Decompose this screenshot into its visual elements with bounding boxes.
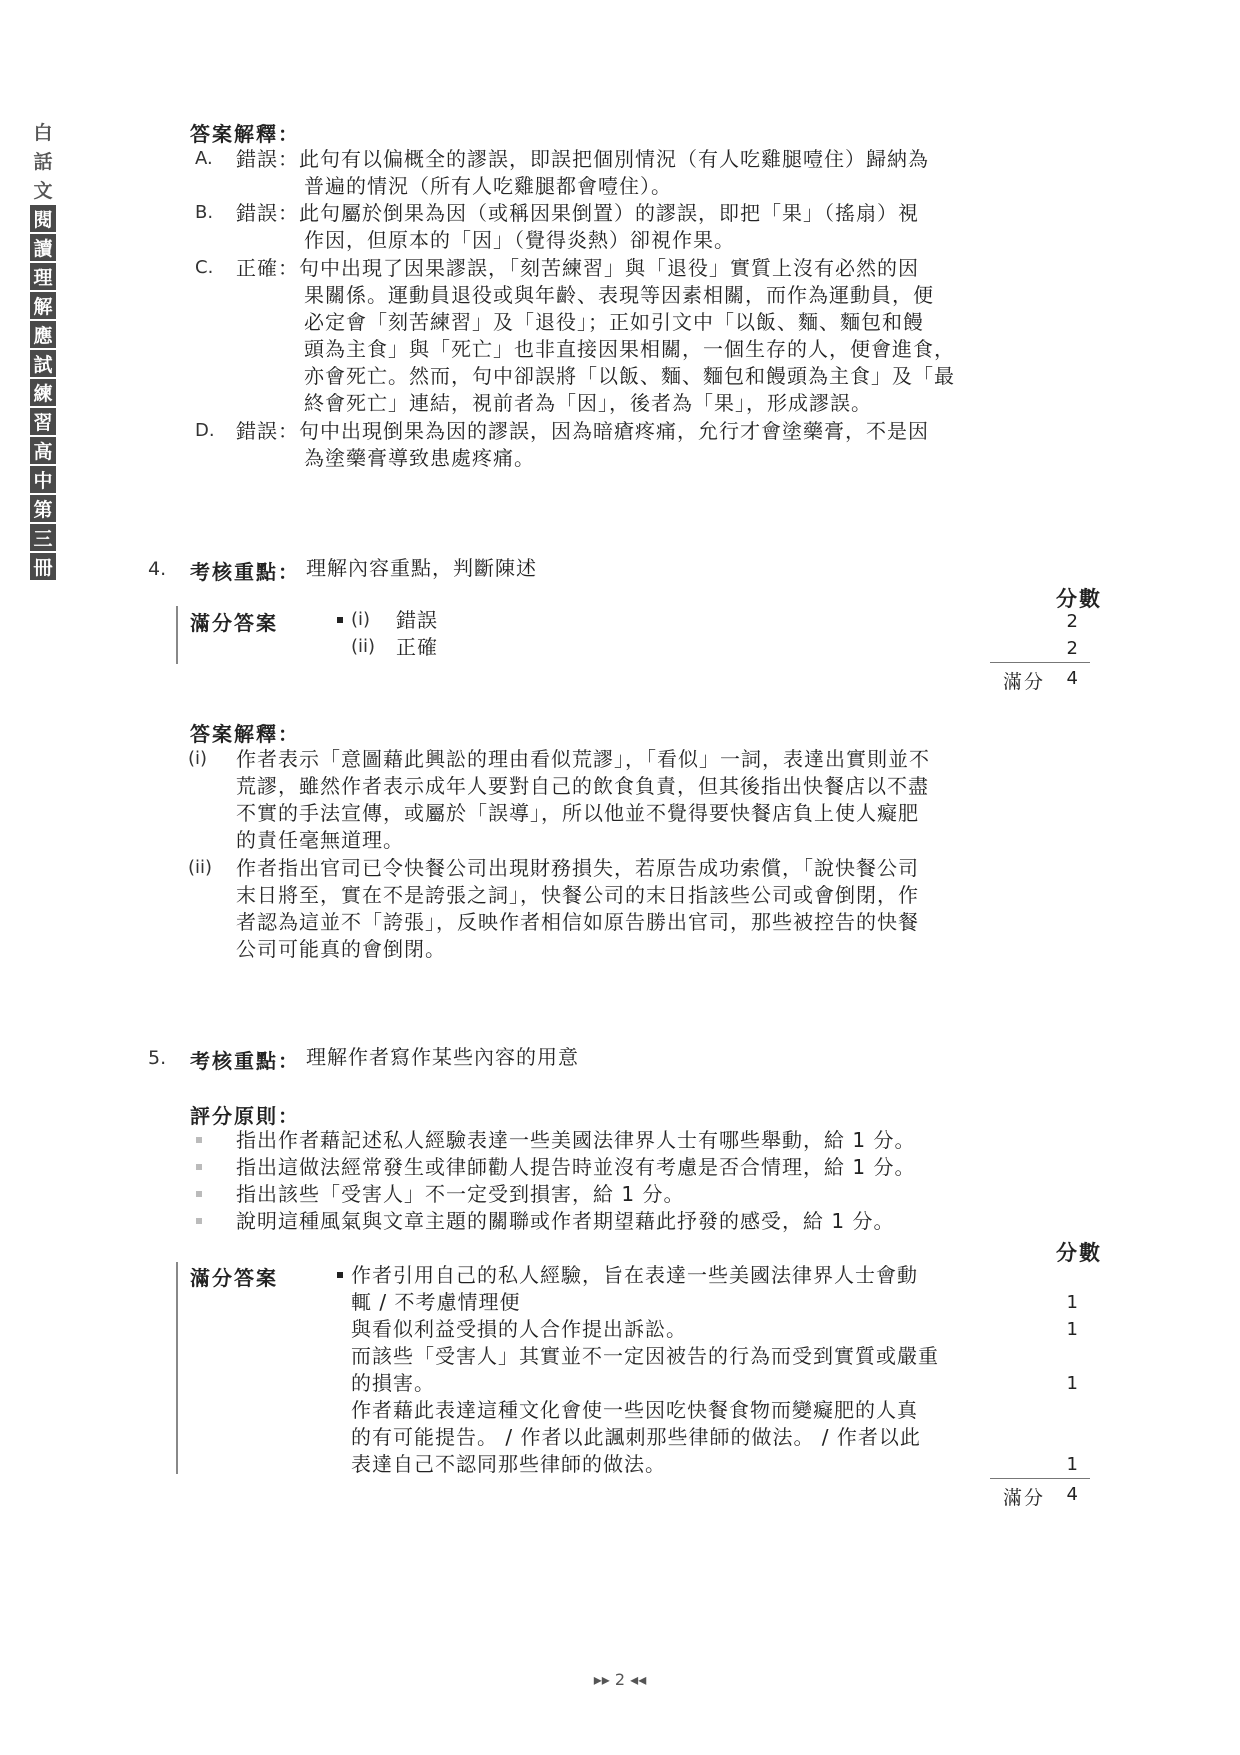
explain-line: 公司可能真的會倒閉。: [236, 937, 446, 961]
bullet-icon: [196, 1137, 202, 1143]
explain-line: 末日將至，實在不是誇張之詞」，快餐公司的末日指該些公司或會倒閉，作: [236, 883, 919, 907]
explain-line: 作者指出官司已令快餐公司出現財務損失，若原告成功索償，「說快餐公司: [236, 856, 919, 880]
answer-line: 作者藉此表達這種文化會使一些因吃快餐食物而變癡肥的人真: [351, 1398, 918, 1422]
criteria-heading: 評分原則：: [190, 1104, 300, 1128]
score-header: 分數: [1056, 587, 1102, 611]
score-rule: [990, 662, 1090, 663]
item-line: 果關係。運動員退役或與年齡、表現等因素相關，而作為運動員，便: [304, 283, 934, 307]
side-tab-char: 讀: [30, 234, 56, 261]
page-number: [0, 1670, 1240, 1689]
side-tab-char: 閱: [30, 205, 56, 232]
focus-label: 考核重點：: [190, 1049, 300, 1073]
score-value: 2: [1066, 638, 1078, 659]
arrow-right-icon: ▸▸: [593, 1670, 615, 1689]
side-tab-char: 文: [33, 180, 53, 202]
question-number: 5.: [148, 1047, 167, 1069]
explain-line: 的責任毫無道理。: [236, 828, 404, 852]
explain-label: (ii): [188, 857, 213, 878]
item-label: C.: [195, 257, 214, 278]
focus-text: 理解作者寫作某些內容的用意: [306, 1045, 579, 1069]
full-score-label: 滿分: [1003, 1487, 1046, 1509]
full-score-value: 4: [1066, 668, 1078, 689]
answer-line: 作者引用自己的私人經驗，旨在表達一些美國法律界人士會動: [351, 1263, 918, 1287]
explain-line: 荒謬，雖然作者表示成年人要對自己的飲食負責，但其後指出快餐店以不盡: [236, 774, 929, 798]
bullet-icon: [196, 1191, 202, 1197]
item-line: 普遍的情況（所有人吃雞腿都會噎住）。: [304, 174, 672, 198]
item-line: 作因，但原本的「因」（覺得炎熱）卻視作果。: [304, 228, 735, 252]
side-tab-char: 第: [30, 495, 56, 522]
bullet-icon: [196, 1164, 202, 1170]
answer-line: 表達自己不認同那些律師的做法。: [351, 1452, 666, 1476]
side-tab-char: 白: [33, 122, 53, 144]
full-score-value: 4: [1066, 1484, 1078, 1505]
page-number-value: 2: [614, 1670, 626, 1689]
score-rule: [990, 1478, 1090, 1479]
section3-heading: 答案解釋：: [190, 122, 300, 146]
item-label: D.: [195, 420, 215, 441]
arrow-left-icon: ◂◂: [625, 1670, 647, 1689]
item-line: 終會死亡」連結，視前者為「因」，後者為「果」，形成謬誤。: [304, 391, 872, 415]
item-line: 必定會「刻苦練習」及「退役」；正如引文中「以飯、麵、麵包和饅: [304, 310, 924, 334]
score-value: 1: [1066, 1319, 1078, 1340]
answer-label: 滿分答案: [190, 611, 278, 635]
score-value: 2: [1066, 611, 1078, 632]
explain-line: 不實的手法宣傳，或屬於「誤導」，所以他並不覺得要快餐店負上使人癡肥: [236, 801, 919, 825]
criteria-item: 指出作者藉記述私人經驗表達一些美國法律界人士有哪些舉動，給 1 分。: [236, 1128, 916, 1152]
answer-bar: [176, 606, 178, 664]
criteria-item: 指出這做法經常發生或律師勸人提告時並沒有考慮是否合情理，給 1 分。: [236, 1155, 916, 1179]
bullet-icon: [337, 617, 343, 623]
side-tab-char: 解: [30, 292, 56, 319]
score-value: 1: [1066, 1373, 1078, 1394]
explain-line: 者認為這並不「誇張」，反映作者相信如原告勝出官司，那些被控告的快餐: [236, 910, 919, 934]
answer-item-label: (ii): [351, 636, 376, 657]
answer-line: 的有可能提告。 / 作者以此諷刺那些律師的做法。 / 作者以此: [351, 1425, 921, 1449]
side-tab-char: 試: [30, 350, 56, 377]
side-tab-char: 三: [30, 524, 56, 551]
side-tab-char: 中: [30, 466, 56, 493]
full-score-label: 滿分: [1003, 671, 1046, 693]
question-number: 4.: [148, 558, 167, 580]
side-tab-char: 高: [30, 437, 56, 464]
focus-text: 理解內容重點，判斷陳述: [306, 556, 537, 580]
explain-label: (i): [188, 748, 208, 769]
explain-heading: 答案解釋：: [190, 722, 300, 746]
item-line: 亦會死亡。然而，句中卻誤將「以飯、麵、麵包和饅頭為主食」及「最: [304, 364, 955, 388]
side-tab-char: 冊: [30, 553, 56, 580]
score-header: 分數: [1056, 1241, 1102, 1265]
answer-bar: [176, 1262, 178, 1474]
item-label: A.: [195, 148, 213, 169]
item-line: 正確：句中出現了因果謬誤，「刻苦練習」與「退役」實質上沒有必然的因: [236, 256, 919, 280]
answer-line: 而該些「受害人」其實並不一定因被告的行為而受到實質或嚴重: [351, 1344, 939, 1368]
explain-line: 作者表示「意圖藉此興訟的理由看似荒謬」，「看似」一詞，表達出實則並不: [236, 747, 930, 771]
criteria-item: 指出該些「受害人」不一定受到損害，給 1 分。: [236, 1182, 685, 1206]
answer-item-text: 正確: [396, 635, 438, 659]
item-line: 頭為主食」與「死亡」也非直接因果相關，一個生存的人，便會進食，: [304, 337, 955, 361]
criteria-item: 說明這種風氣與文章主題的關聯或作者期望藉此抒發的感受，給 1 分。: [236, 1209, 895, 1233]
answer-label: 滿分答案: [190, 1266, 278, 1290]
answer-item-text: 錯誤: [396, 608, 438, 632]
answer-line: 輒 / 不考慮情理便: [351, 1290, 521, 1314]
item-line: 錯誤：此句有以偏概全的謬誤，即誤把個別情況（有人吃雞腿噎住）歸納為: [236, 147, 929, 171]
answer-line: 的損害。: [351, 1371, 435, 1395]
answer-item-label: (i): [351, 609, 371, 630]
side-tab-char: 話: [33, 151, 53, 173]
item-line: 為塗藥膏導致患處疼痛。: [304, 446, 535, 470]
item-label: B.: [195, 202, 214, 223]
score-value: 1: [1066, 1292, 1078, 1313]
answer-line: 與看似利益受損的人合作提出訴訟。: [351, 1317, 687, 1341]
side-tab-char: 練: [30, 379, 56, 406]
score-value: 1: [1066, 1454, 1078, 1475]
side-tab-char: 理: [30, 263, 56, 290]
item-line: 錯誤：此句屬於倒果為因（或稱因果倒置）的謬誤，即把「果」（搖扇）視: [236, 201, 919, 225]
side-tab-char: 應: [30, 321, 56, 348]
item-line: 錯誤：句中出現倒果為因的謬誤，因為暗瘡疼痛，允行才會塗藥膏，不是因: [236, 419, 929, 443]
side-tab-char: 習: [30, 408, 56, 435]
focus-label: 考核重點：: [190, 560, 300, 584]
bullet-icon: [337, 1272, 343, 1278]
bullet-icon: [196, 1218, 202, 1224]
